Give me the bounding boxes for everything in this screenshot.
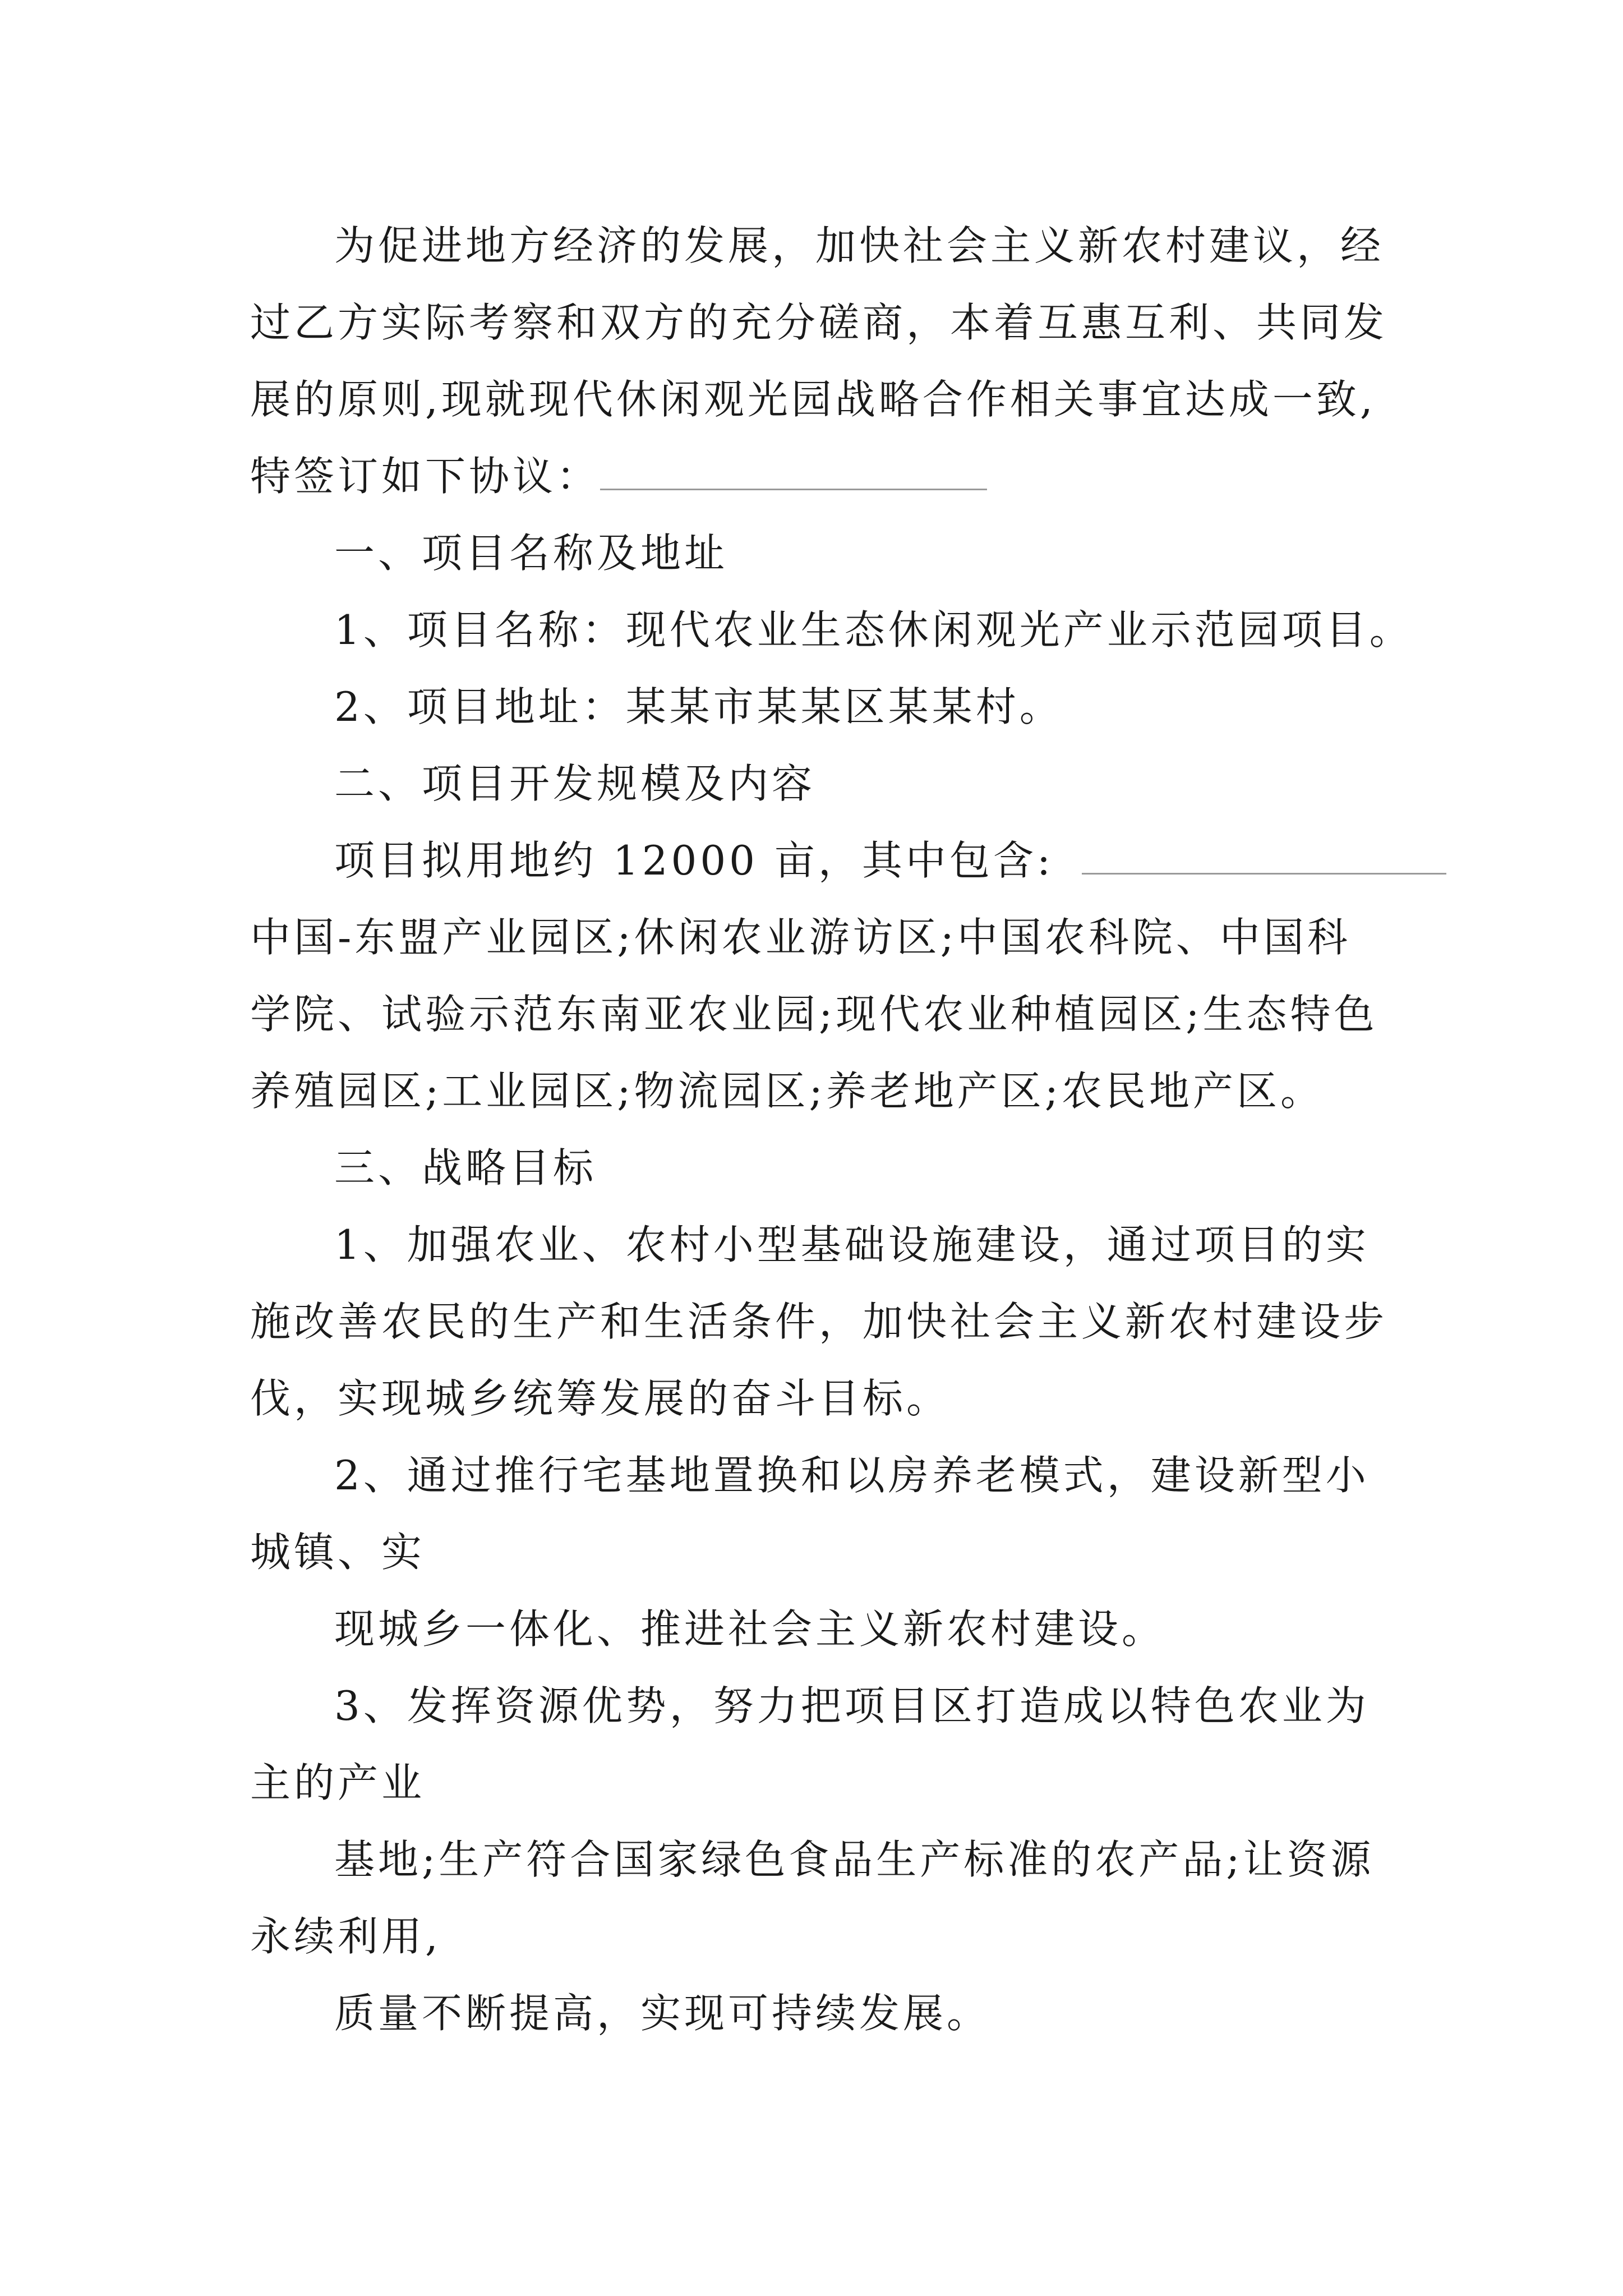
section-1-item-1: 1、项目名称：现代农业生态休闲观光产业示范园项目。	[334, 606, 1413, 654]
section-3-p3-line-3: 基地;生产符合国家绿色食品生产标准的农产品;让资源	[334, 1836, 1375, 1883]
section-1-heading: 一、项目名称及地址	[334, 530, 728, 577]
section-2-line-4: 养殖园区;工业园区;物流园区;养老地产区;农民地产区。	[250, 1068, 1325, 1115]
section-3-p2-line-3: 现城乡一体化、推进社会主义新农村建设。	[334, 1605, 1166, 1653]
intro-line-2: 过乙方实际考察和双方的充分磋商，本着互惠互利、共同发	[250, 299, 1388, 346]
section-3-p3-line-2: 主的产业	[250, 1759, 426, 1806]
signature-blank-line	[600, 453, 987, 490]
section-3-p2-line-2: 城镇、实	[250, 1529, 426, 1576]
section-3-p3-line-4: 永续利用,	[250, 1913, 441, 1960]
section-3-p1-line-2: 施改善农民的生产和生活条件，加快社会主义新农村建设步	[250, 1298, 1388, 1345]
content-blank-line	[1082, 837, 1446, 875]
section-3-p3-line-1: 3、发挥资源优势，努力把项目区打造成以特色农业为	[334, 1682, 1370, 1729]
intro-line-1: 为促进地方经济的发展，加快社会主义新农村建议，经	[334, 222, 1385, 269]
section-3-p2-line-1: 2、通过推行宅基地置换和以房养老模式，建设新型小	[334, 1452, 1370, 1499]
intro-line-3: 展的原则,现就现代休闲观光园战略合作相关事宜达成一致,	[250, 376, 1376, 423]
intro-line-4-row	[250, 451, 987, 501]
section-3-p1-line-1: 1、加强农业、农村小型基础设施建设，通过项目的实	[334, 1221, 1370, 1268]
section-3-p3-line-5: 质量不断提高，实现可持续发展。	[334, 1990, 991, 2037]
section-2-line-2: 中国-东盟产业园区;休闲农业游访区;中国农科院、中国科	[250, 914, 1351, 961]
section-2-line-1-row	[334, 835, 1446, 886]
section-2-line-1: 项目拟用地约 12000 亩，其中包含:	[334, 837, 1054, 884]
section-2-heading: 二、项目开发规模及内容	[334, 760, 816, 807]
intro-line-4: 特签订如下协议：	[250, 453, 601, 500]
section-2-line-3: 学院、试验示范东南亚农业园;现代农业种植园区;生态特色	[250, 991, 1378, 1038]
section-1-item-2: 2、项目地址：某某市某某区某某村。	[334, 683, 1063, 730]
section-3-p1-line-3: 伐，实现城乡统筹发展的奋斗目标。	[250, 1375, 951, 1422]
section-3-heading: 三、战略目标	[334, 1144, 597, 1191]
